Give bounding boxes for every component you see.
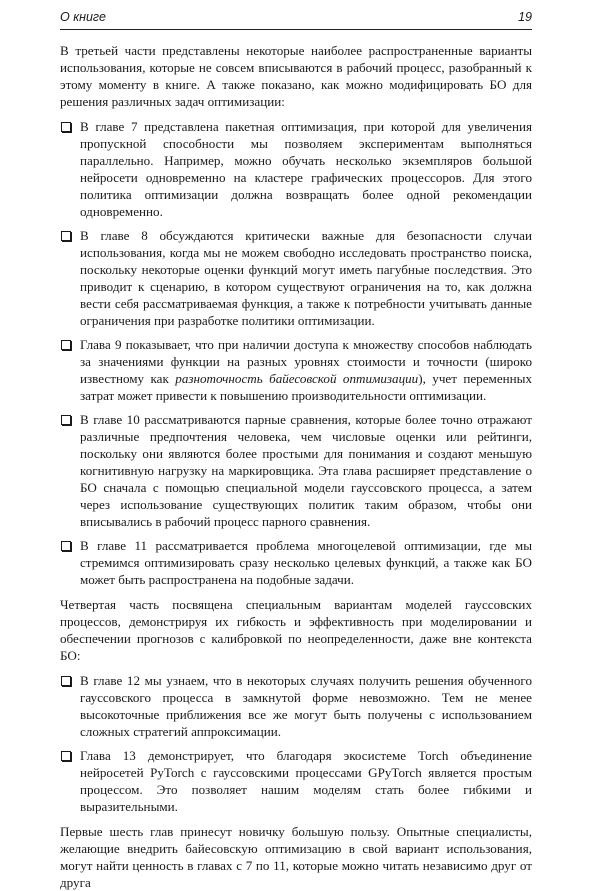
checkbox-bullet-icon <box>61 751 71 761</box>
list-item-text-after: ), учет переменных затрат может привести к повышению производительности оптимизации. <box>80 371 532 403</box>
part4-paragraph: Четвертая часть посвящена специальным вариантам моделей гауссовских процессов, демонстрируя их гибкость и эффективность при моделировании и обеспечении прогнозов с калибровкой по неопределенности, даже вне контекста БО: <box>60 597 532 663</box>
checkbox-bullet-icon <box>61 415 71 425</box>
list-item <box>60 411 532 530</box>
list-item-text: В главе 11 рассматривается проблема многоцелевой оптимизации, где мы стремимся оптимизировать сразу несколько целевых функций, а также как БО может быть распространена на подобные задачи. <box>80 538 532 587</box>
list-item-text: В главе 8 обсуждаются критически важные для безопасности случаи использования, когда мы не можем свободно исследовать пространство поиска, поскольку некоторые оценки функций могут иметь пагубные последствия. Это приводит к сценарию, в котором существуют ограничения на то, как должна вести себя рассматриваемая функция, а также к потребности учитывать данные ограничения при разработке политики оптимизации. <box>80 228 532 328</box>
part4-chapter-list <box>60 672 532 815</box>
book-page <box>0 7 600 890</box>
running-header <box>60 7 532 30</box>
checkbox-bullet-icon <box>61 340 71 350</box>
list-item <box>60 672 532 740</box>
list-item-text: В главе 10 рассматриваются парные сравнения, которые более точно отражают различные предпочтения человека, чем числовые оценки или рейтинги, поскольку они являются более простыми для понимания и создают меньшую когнитивную нагрузку на маркировщика. Эта глава расширяет представление о БО сначала с помощью специальной модели гауссовского процесса, а затем через использование существующих политик таким образом, чтобы они вписывались в рабочий процесс парного сравнения. <box>80 412 532 529</box>
part3-chapter-list <box>60 118 532 588</box>
list-item-text: Глава 13 демонстрирует, что благодаря экосистеме Torch объединение нейросетей PyTorch с гауссовскими процессами GPyTorch является простым процессом. Это позволяет нашим моделям стать более гибкими и выразительными. <box>80 748 532 814</box>
list-item <box>60 537 532 588</box>
intro-paragraph: В третьей части представлены некоторые наиболее распространенные варианты использования, которые не совсем вписываются в рабочий процесс, разобранный к этому моменту в книге. А также показано, как можно модифицировать БО для решения различных задач оптимизации: <box>60 43 532 109</box>
list-item <box>60 336 532 404</box>
list-item-text-before: Глава 9 показывает, что при наличии доступа к множеству способов наблюдать за значениями функции на разных уровнях стоимости и точности (широко известному как <box>80 337 532 386</box>
list-item <box>60 227 532 329</box>
list-item-text: В главе 12 мы узнаем, что в некоторых случаях получить решения обученного гауссовского процесса в замкнутой форме невозможно. Тем не менее высокоточные приближения все же могут быть получены с использованием сложных стратегий аппроксимации. <box>80 673 532 739</box>
page-body <box>60 42 532 891</box>
checkbox-bullet-icon <box>61 231 71 241</box>
checkbox-bullet-icon <box>61 122 71 132</box>
checkbox-bullet-icon <box>61 676 71 686</box>
section-title: О книге <box>60 10 106 24</box>
list-item-text: В главе 7 представлена пакетная оптимизация, при которой для увеличения пропускной способности мы позволяем экспериментам выполняться параллельно. Например, можно обучать несколько экземпляров большой нейросети одновременно на кластере графических процессоров. Для этого политика оптимизации должна возвращать более одной рекомендации одновременно. <box>80 119 532 219</box>
checkbox-bullet-icon <box>61 541 71 551</box>
list-item <box>60 118 532 220</box>
emphasized-term: разноточность байесовской оптимизации <box>175 371 419 386</box>
page-number: 19 <box>518 10 532 24</box>
list-item <box>60 747 532 815</box>
closing-paragraph: Первые шесть глав принесут новичку большую пользу. Опытные специалисты, желающие внедрить байесовскую оптимизацию в свой вариант использования, могут найти ценность в главах с 7 по 11, которые можно читать независимо друг от друга <box>60 824 532 890</box>
